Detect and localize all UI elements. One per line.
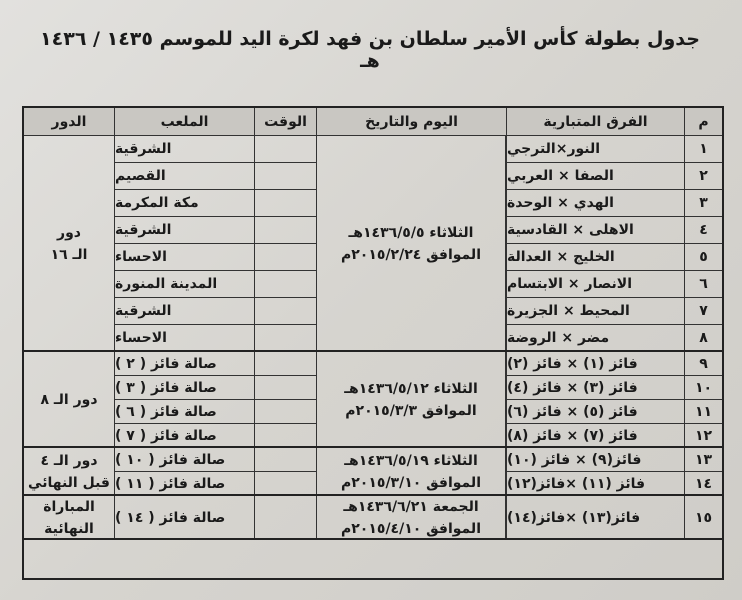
date-line-1: الثلاثاء ١٤٣٦/٥/١٩هـ [344, 453, 478, 469]
match-teams: النور×الترجي [506, 136, 684, 163]
round-group [24, 496, 114, 540]
match-teams: الخليج × العدالة [506, 244, 684, 271]
table-header-row [24, 108, 722, 136]
match-date-group [316, 136, 506, 352]
date-line-1: الثلاثاء ١٤٣٦/٥/٥هـ [348, 225, 474, 241]
round-line-1: دور الـ ٨ [40, 392, 98, 408]
match-teams: فائز (١١) ×فائز(١٢) [506, 472, 684, 496]
header-time: الوقت [254, 108, 316, 136]
match-number: ٨ [684, 325, 722, 352]
date-line-1: الجمعة ١٤٣٦/٦/٢١هـ [343, 499, 479, 515]
match-venue: الشرقية [114, 298, 254, 325]
match-venue: صالة فائز ( ٦ ) [114, 400, 254, 424]
group-divider [24, 538, 722, 540]
match-teams: الصفا × العربي [506, 163, 684, 190]
match-time [254, 424, 316, 448]
round-group [24, 352, 114, 448]
match-number: ١ [684, 136, 722, 163]
match-venue: الشرقية [114, 136, 254, 163]
match-time [254, 448, 316, 472]
date-line-2: الموافق ٢٠١٥/٢/٢٤م [341, 247, 481, 263]
match-number: ١٠ [684, 376, 722, 400]
match-venue: صالة فائز ( ٣ ) [114, 376, 254, 400]
match-teams: فائز (٥) × فائز (٦) [506, 400, 684, 424]
header-round: الدور [24, 108, 114, 136]
match-date-group [316, 448, 506, 496]
schedule-table [22, 106, 724, 580]
match-time [254, 400, 316, 424]
round-line-1: دور [57, 225, 81, 241]
match-number: ٩ [684, 352, 722, 376]
match-time [254, 376, 316, 400]
header-num: م [684, 108, 722, 136]
match-time [254, 352, 316, 376]
round-line-1: المباراة النهائية [43, 499, 95, 537]
match-venue: القصيم [114, 163, 254, 190]
match-time [254, 136, 316, 163]
round-line-2: قبل النهائي [28, 475, 110, 491]
date-line-2: الموافق ٢٠١٥/٣/٣م [345, 403, 477, 419]
match-teams: الهدي × الوحدة [506, 190, 684, 217]
match-venue: الاحساء [114, 244, 254, 271]
match-teams: فائز (١) × فائز (٢) [506, 352, 684, 376]
match-venue: الشرقية [114, 217, 254, 244]
match-number: ١٢ [684, 424, 722, 448]
match-time [254, 325, 316, 352]
round-line-1: دور الـ ٤ [40, 453, 98, 469]
header-venue: الملعب [114, 108, 254, 136]
match-number: ١١ [684, 400, 722, 424]
page-title: جدول بطولة كأس الأمير سلطان بن فهد لكرة اليد للموسم ١٤٣٥ / ١٤٣٦ هـ [40, 28, 700, 72]
match-teams: فائز(١٣) ×فائز(١٤) [506, 496, 684, 540]
match-date-group [316, 352, 506, 448]
match-venue: المدينة المنورة [114, 271, 254, 298]
date-line-2: الموافق ٢٠١٥/٣/١٠م [341, 475, 481, 491]
match-number: ١٣ [684, 448, 722, 472]
round-group [24, 136, 114, 352]
round-group [24, 448, 114, 496]
date-line-2: الموافق ٢٠١٥/٤/١٠م [341, 521, 481, 537]
match-time [254, 472, 316, 496]
match-time [254, 496, 316, 540]
match-teams: الاهلى × القادسية [506, 217, 684, 244]
match-venue: صالة فائز ( ١١ ) [114, 472, 254, 496]
match-time [254, 244, 316, 271]
header-date: اليوم والتاريخ [316, 108, 506, 136]
match-number: ٣ [684, 190, 722, 217]
match-number: ٤ [684, 217, 722, 244]
match-time [254, 163, 316, 190]
match-venue: صالة فائز ( ٧ ) [114, 424, 254, 448]
match-number: ٢ [684, 163, 722, 190]
match-date-group [316, 496, 506, 540]
match-number: ٧ [684, 298, 722, 325]
date-line-1: الثلاثاء ١٤٣٦/٥/١٢هـ [344, 381, 478, 397]
match-time [254, 190, 316, 217]
match-teams: الانصار × الابتسام [506, 271, 684, 298]
match-teams: المحيط × الجزيرة [506, 298, 684, 325]
round-line-2: الـ ١٦ [50, 247, 88, 263]
header-teams: الفرق المتبارية [506, 108, 684, 136]
match-teams: مضر × الروضة [506, 325, 684, 352]
match-venue: صالة فائز ( ٢ ) [114, 352, 254, 376]
match-venue: صالة فائز ( ١٤ ) [114, 496, 254, 540]
match-number: ٥ [684, 244, 722, 271]
match-venue: صالة فائز ( ١٠ ) [114, 448, 254, 472]
match-venue: مكة المكرمة [114, 190, 254, 217]
match-time [254, 217, 316, 244]
match-time [254, 298, 316, 325]
match-number: ٦ [684, 271, 722, 298]
match-number: ١٥ [684, 496, 722, 540]
match-teams: فائز(٩) × فائز (١٠) [506, 448, 684, 472]
match-teams: فائز (٣) × فائز (٤) [506, 376, 684, 400]
match-number: ١٤ [684, 472, 722, 496]
match-teams: فائز (٧) × فائز (٨) [506, 424, 684, 448]
match-venue: الاحساء [114, 325, 254, 352]
match-time [254, 271, 316, 298]
